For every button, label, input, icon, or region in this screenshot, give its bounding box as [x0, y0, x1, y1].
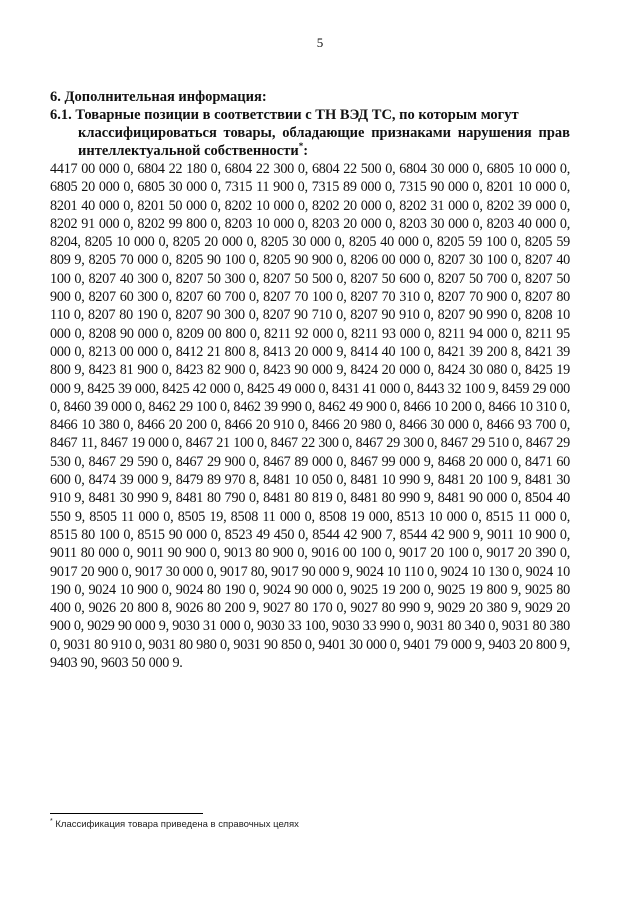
section-title: 6. Дополнительная информация: — [50, 89, 267, 105]
subsection-trail: : — [303, 143, 309, 159]
footnote-reference: * — [298, 141, 304, 151]
subsection-number: 6.1. — [50, 107, 72, 123]
footnote — [50, 818, 299, 830]
subsection-heading-line1: Товарные позиции в соответствии с ТН ВЭД ТС, по которым могут — [75, 107, 519, 123]
tariff-codes-list: 4417 00 000 0, 6804 22 180 0, 6804 22 300 0, 6804 22 500 0, 6804 30 000 0, 6805 10 000 0, 6805 20 000 0, 6805 30 000 0, 7315 11 900 0, 7315 89 000 0, 7315 90 000 0, 8201 10 000 0, 8201 40 000 0, 8201 50 000 0, 8202 10 000 0, 8202 20 000 0, 8202 31 000 0, 8202 39 000 0, 8202 91 000 0, 8202 99 800 0, 8203 10 000 0, 8203 20 000 0, 8203 30 000 0, 8203 40 000 0, 8204, 8205 10 000 0, 8205 20 000 0, 8205 30 000 0, 8205 40 000 0, 8205 59 100 0, 8205 59 809 9, 8205 70 000 0, 8205 90 100 0, 8205 90 900 0, 8206 00 000 0, 8207 30 100 0, 8207 40 100 0, 8207 40 300 0, 8207 50 300 0, 8207 50 500 0, 8207 50 600 0, 8207 50 700 0, 8207 50 900 0, 8207 60 300 0, 8207 60 700 0, 8207 70 100 0, 8207 70 310 0, 8207 70 900 0, 8207 80 110 0, 8207 80 190 0, 8207 90 300 0, 8207 90 710 0, 8207 90 910 0, 8207 90 990 0, 8208 10 000 0, 8208 90 000 0, 8209 00 800 0, 8211 92 000 0, 8211 93 000 0, 8211 94 000 0, 8211 95 000 0, 8213 00 000 0, 8412 21 800 8, 8413 20 000 9, 8414 40 100 0, 8421 39 200 8, 8421 39 800 9, 8423 81 900 0, 8423 82 900 0, 8423 90 000 9, 8424 20 000 0, 8424 30 080 0, 8425 19 000 9, 8425 39 000, 8425 42 000 0, 8425 49 000 0, 8431 41 000 0, 8443 32 100 9, 8459 29 000 0, 8460 39 000 0, 8462 29 100 0, 8462 39 990 0, 8462 49 900 0, 8466 10 200 0, 8466 10 310 0, 8466 10 380 0, 8466 20 200 0, 8466 20 910 0, 8466 20 980 0, 8466 30 000 0, 8466 93 700 0, 8467 11, 8467 19 000 0, 8467 21 100 0, 8467 22 300 0, 8467 29 300 0, 8467 29 510 0, 8467 29 530 0, 8467 29 590 0, 8467 29 900 0, 8467 89 000 0, 8467 99 000 9, 8468 20 000 0, 8471 60 600 0, 8474 39 000 9, 8479 89 970 8, 8481 10 050 0, 8481 10 990 9, 8481 20 100 9, 8481 30 910 9, 8481 30 990 9, 8481 80 790 0, 8481 80 819 0, 8481 80 990 9, 8481 90 000 0, 8504 40 550 9, 8505 11 000 0, 8505 19, 8508 11 000 0, 8508 19 000, 8513 10 000 0, 8515 11 000 0, 8515 80 100 0, 8515 90 000 0, 8523 49 450 0, 8544 42 900 7, 8544 42 900 9, 9011 10 900 0, 9011 80 000 0, 9011 90 900 0, 9013 80 900 0, 9016 00 100 0, 9017 20 100 0, 9017 20 390 0, 9017 20 900 0, 9017 30 000 0, 9017 80, 9017 90 000 9, 9024 10 110 0, 9024 10 130 0, 9024 10 190 0, 9024 10 900 0, 9024 80 190 0, 9024 90 000 0, 9025 19 200 0, 9025 19 800 9, 9025 80 400 0, 9026 20 800 8, 9026 80 200 9, 9027 80 170 0, 9027 80 990 9, 9029 20 380 9, 9029 20 900 0, 9029 90 000 9, 9030 31 000 0, 9030 33 100, 9030 33 990 0, 9031 80 340 0, 9031 80 380 0, 9031 80 910 0, 9031 80 980 0, 9031 90 850 0, 9401 30 000 0, 9401 79 000 9, 9403 20 800 9, 9403 90, 9603 50 000 9. — [50, 161, 570, 672]
subsection-heading-rest-text: классифицироваться товары, обладающие признаками нарушения прав интеллектуальной собственности — [78, 125, 570, 159]
page-number: 5 — [316, 35, 324, 50]
subsection-heading — [50, 106, 570, 160]
subsection-heading-rest — [50, 124, 570, 160]
main-content — [50, 88, 570, 672]
footnote-divider — [50, 813, 203, 814]
footnote-text: Классификация товара приведена в справочных целях — [55, 819, 299, 831]
footnote-mark: * — [50, 818, 53, 825]
